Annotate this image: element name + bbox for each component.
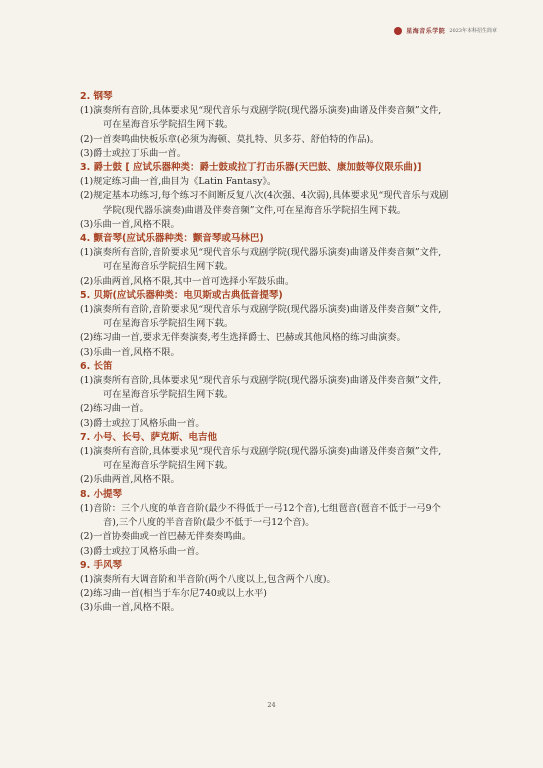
section-accordion: [80, 559, 500, 616]
item-text: (1)演奏所有音阶,具体要求见“现代音乐与戏剧学院(现代器乐演奏)曲谱及伴奏音频”文件,: [80, 105, 442, 117]
section-heading: 5. 贝斯(应试乐器种类：电贝斯或古典低音提琴): [80, 289, 283, 301]
item-continuation: 可在星海音乐学院招生网下载。: [103, 318, 234, 330]
section-heading: 7. 小号、长号、萨克斯、电吉他: [80, 431, 218, 443]
section-flute: [80, 360, 500, 431]
list-item: (1)规定练习曲一首,曲目为《Latin Fantasy》。: [80, 176, 277, 188]
item-continuation: 可在星海音乐学院招生网下载。: [103, 261, 234, 273]
list-item: [80, 246, 500, 274]
header-logo: [394, 26, 497, 35]
list-item: (2)一首协奏曲或一首巴赫无伴奏奏鸣曲。: [80, 531, 252, 543]
list-item: (2)练习曲一首,要求无伴奏演奏,考生选择爵士、巴赫或其他风格的练习曲演奏。: [80, 332, 406, 344]
item-text: (1)演奏所有音阶,具体要求见“现代音乐与戏剧学院(现代器乐演奏)曲谱及伴奏音频”文件,: [80, 375, 442, 387]
section-heading: 6. 长笛: [80, 360, 113, 372]
list-item: [80, 502, 500, 530]
list-item: (2)练习曲一首(相当于车尔尼740或以上水平): [80, 588, 267, 600]
school-seal-icon: [394, 27, 402, 35]
list-item: (1)演奏所有大调音阶和半音阶(两个八度以上,包含两个八度)。: [80, 573, 336, 585]
section-heading: 2. 钢琴: [80, 91, 113, 102]
list-item: (3)爵士或拉丁乐曲一首。: [80, 147, 187, 159]
section-heading: 8. 小提琴: [80, 488, 123, 500]
item-text: (1)音阶：三个八度的单音音阶(最少不得低于一弓12个音),七组琶音(琶音不低于一弓9个: [80, 502, 441, 514]
item-text: (1)演奏所有音阶,音阶要求见“现代音乐与戏剧学院(现代器乐演奏)曲谱及伴奏音频”文件,: [80, 304, 442, 316]
item-continuation: 音),三个八度的半音音阶(最少不低于一弓12个音)。: [103, 517, 315, 529]
section-brass-guitar: [80, 431, 500, 488]
list-item: (2)乐曲两首,风格不限。: [80, 474, 180, 486]
item-continuation: 可在星海音乐学院招生网下载。: [103, 460, 234, 472]
section-vibraphone: [80, 232, 500, 289]
list-item: (3)乐曲一首,风格不限。: [80, 602, 180, 614]
list-item: [80, 445, 500, 473]
list-item: (3)爵士或拉丁风格乐曲一首。: [80, 417, 205, 429]
item-text: (1)演奏所有音阶,具体要求见“现代音乐与戏剧学院(现代器乐演奏)曲谱及伴奏音频”文件,: [80, 446, 442, 458]
document-body: [80, 90, 500, 616]
list-item: [80, 189, 500, 217]
section-heading: 3. 爵士鼓 [ 应试乐器种类：爵士鼓或拉丁打击乐器(天巴鼓、康加鼓等仪限乐曲)]: [80, 162, 422, 174]
list-item: (2)乐曲两首,风格不限,其中一首可选择小军鼓乐曲。: [80, 275, 295, 287]
list-item: [80, 374, 500, 402]
list-item: (3)爵士或拉丁风格乐曲一首。: [80, 545, 205, 557]
section-drums: [80, 161, 500, 232]
header-subtitle: 2023年本科招生简章: [449, 28, 497, 34]
section-violin: [80, 488, 500, 559]
page-number: 24: [267, 701, 276, 709]
list-item: (3)乐曲一首,风格不限。: [80, 346, 180, 358]
item-text: (1)演奏所有音阶,音阶要求见“现代音乐与戏剧学院(现代器乐演奏)曲谱及伴奏音频”文件,: [80, 247, 442, 259]
school-name: 星海音乐学院: [406, 28, 446, 35]
item-continuation: 学院(现代器乐演奏)曲谱及伴奏音频”文件,可在星海音乐学院招生网下载。: [103, 204, 407, 216]
list-item: [80, 303, 500, 331]
section-heading: 4. 颤音琴(应试乐器种类：颤音琴或马林巴): [80, 233, 264, 245]
section-heading: 9. 手风琴: [80, 559, 123, 571]
item-text: (2)规定基本功练习,每个练习不间断反复八次(4次强、4次弱),具体要求见“现代音乐与戏剧: [80, 190, 449, 202]
section-bass: [80, 289, 500, 360]
list-item: [80, 104, 500, 132]
section-piano: [80, 90, 500, 161]
list-item: (2)一首奏鸣曲快板乐章(必须为海顿、莫扎特、贝多芬、舒伯特的作品)。: [80, 133, 380, 145]
list-item: (3)乐曲一首,风格不限。: [80, 218, 180, 230]
item-continuation: 可在星海音乐学院招生网下载。: [103, 389, 234, 401]
list-item: (2)练习曲一首。: [80, 403, 149, 415]
item-continuation: 可在星海音乐学院招生网下载。: [103, 119, 234, 131]
